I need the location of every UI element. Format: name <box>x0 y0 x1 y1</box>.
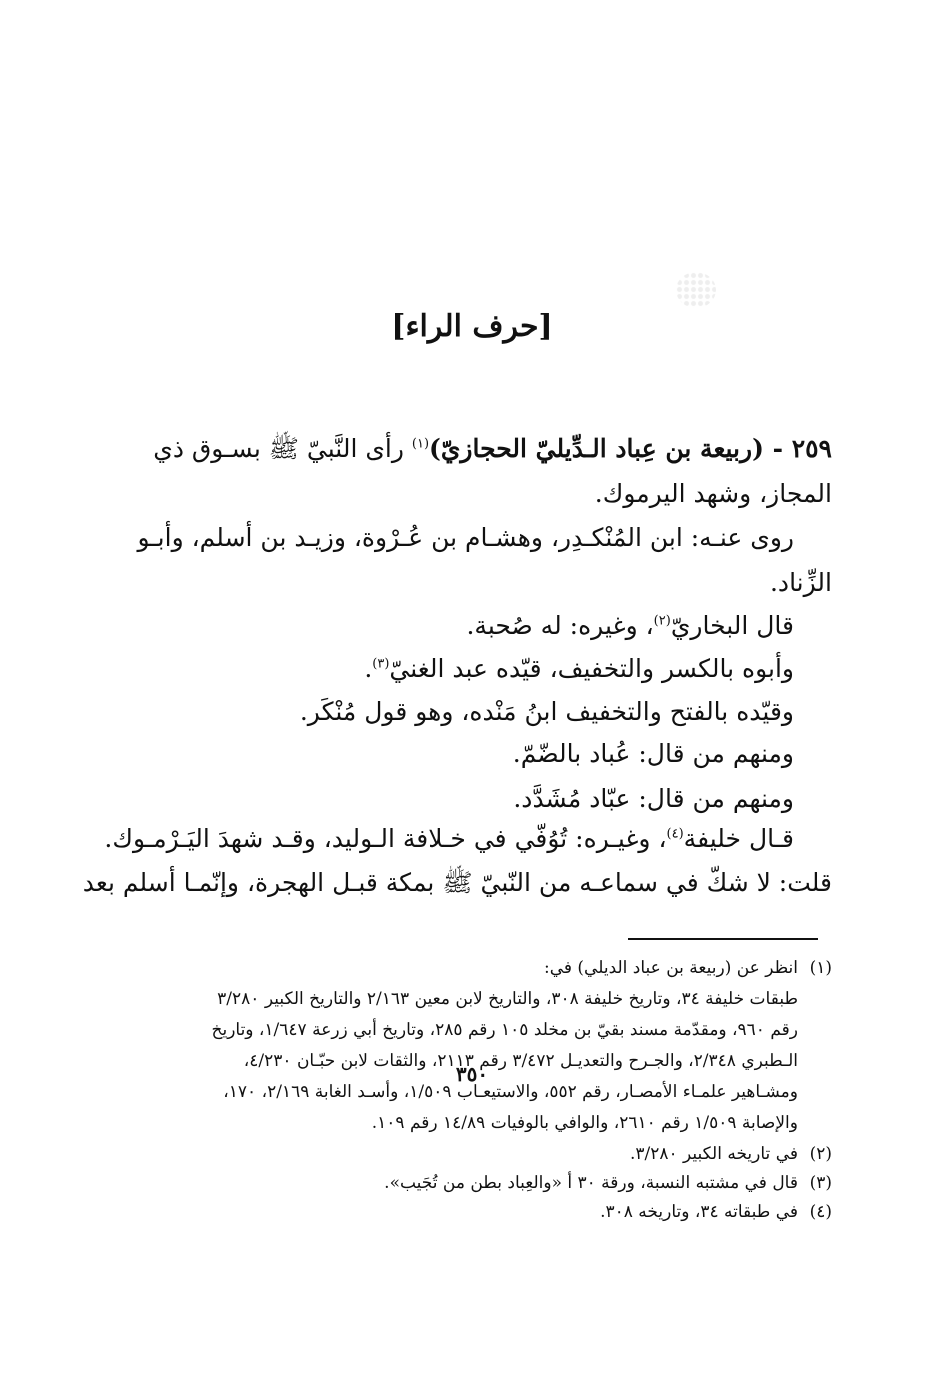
footnote-1-line-5: ومشـاهير علمـاء الأمصـار، رقم ٥٥٢، والاستيعـاب ١/٥٠٩، وأسـد الغابة ٢/١٦٩، ١٧٠، <box>223 1082 798 1102</box>
footnote-4-number: (٤) <box>809 1202 832 1222</box>
footnote-1-line-2: طبقات خليفة ٣٤، وتاريخ خليفة ٣٠٨، والتاريخ لابن معين ٢/١٦٣ والتاريخ الكبير ٣/٢٨٠ <box>217 989 798 1009</box>
footnote-ref-4[interactable]: (٤) <box>666 826 684 842</box>
entry-line-10-a: قـال خليفة <box>683 824 794 853</box>
entry-line-7: وقيّده بالفتح والتخفيف ابنُ مَنْده، وهو قول مُنْكَر. <box>299 697 794 726</box>
footnote-1-line-1: انظر عن (ربيعة بن عباد الديلي) في: <box>543 958 798 978</box>
entry-line-9: ومنهم من قال: عبّاد مُشَدَّد. <box>513 784 794 813</box>
entry-line-5-a: قال البخاريّ <box>670 611 794 640</box>
footnote-separator <box>628 938 818 940</box>
footnote-ref-3[interactable]: (٣) <box>372 656 390 672</box>
entry-line-6 <box>114 647 794 690</box>
footnote-1 <box>128 953 832 984</box>
entry-line-3: روى عنـه: ابن المُنْكـدِر، وهشـام بن عُـرْوة، وزيـد بن أسلم، وأبـو <box>137 523 794 552</box>
footnote-3-number: (٣) <box>809 1173 832 1193</box>
footnote-2-text: في تاريخه الكبير ٣/٢٨٠. <box>629 1144 798 1164</box>
entry-number: ٢٥٩ - <box>763 434 832 463</box>
entry-line-6-a: وأبوه بالكسر والتخفيف، قيّده عبد الغنيّ <box>389 654 794 683</box>
footnote-2-number: (٢) <box>809 1144 832 1164</box>
footnote-2 <box>128 1139 832 1170</box>
footnote-1-line-3: رقم ٩٦٠، ومقدّمة مسند بقيّ بن مخلد ١٠٥ رقم ٢٨٥، وتاريخ أبي زرعة ١/٦٤٧، وتاريخ <box>211 1020 798 1040</box>
entry-line-2: المجاز، وشهد اليرموك. <box>594 479 832 508</box>
entry-line-5-b: ، وغيره: له صُحبة. <box>466 611 654 640</box>
section-title: [حرف الراء] <box>391 309 553 344</box>
entry-line-11: قلت: لا شكّ في سماعـه من النّبيّ ﷺ بمكة قبـل الهجرة، وإنّمـا أسلم بعد <box>82 868 832 897</box>
entry-line-5 <box>114 604 794 647</box>
page-number: ٣٥٠ <box>455 1062 489 1086</box>
footnote-ref-1[interactable]: (١) <box>411 436 430 452</box>
entry-line-8: ومنهم من قال: عُباد بالضّمّ. <box>512 739 794 768</box>
entry-heading: (ربيعة بن عِباد الـدِّيليّ الحجازيّ) <box>429 434 764 463</box>
footnote-3-text: قال في مشتبه النسبة، ورقة ٣٠ أ «والعِباد بطن من تُجَيب». <box>384 1173 798 1193</box>
footnote-4-text: في طبقاته ٣٤، وتاريخه ٣٠٨. <box>600 1202 798 1222</box>
footnote-3 <box>128 1168 832 1199</box>
entry-line-10 <box>104 817 794 860</box>
footnote-ref-2[interactable]: (٢) <box>653 613 671 629</box>
entry-line-4: الزِّناد. <box>769 568 832 597</box>
entry-line-6-b: . <box>364 654 373 683</box>
footnote-4 <box>128 1197 832 1228</box>
footnote-1-number: (١) <box>809 958 832 978</box>
entry-line-10-b: ، وغيـره: تُوُفّي في خـلافة الـوليد، وقـد شهدَ اليَـرْمـوك. <box>104 824 667 853</box>
entry-line-1-text: رأى النَّبيّ ﷺ بسـوق ذي <box>153 434 412 463</box>
entry-line-1 <box>120 427 832 470</box>
footnote-1-line-4: الـطبري ٢/٣٤٨، والجـرح والتعديـل ٣/٤٧٢ رقم ٢١١٣، والثقات لابن حبّـان ٤/٢٣٠، <box>243 1051 798 1071</box>
scan-speck <box>676 272 716 308</box>
footnote-1-line-6: والإصابة ١/٥٠٩ رقم ٢٦١٠، والوافي بالوفيات ١٤/٨٩ رقم ١٠٩. <box>371 1113 798 1133</box>
